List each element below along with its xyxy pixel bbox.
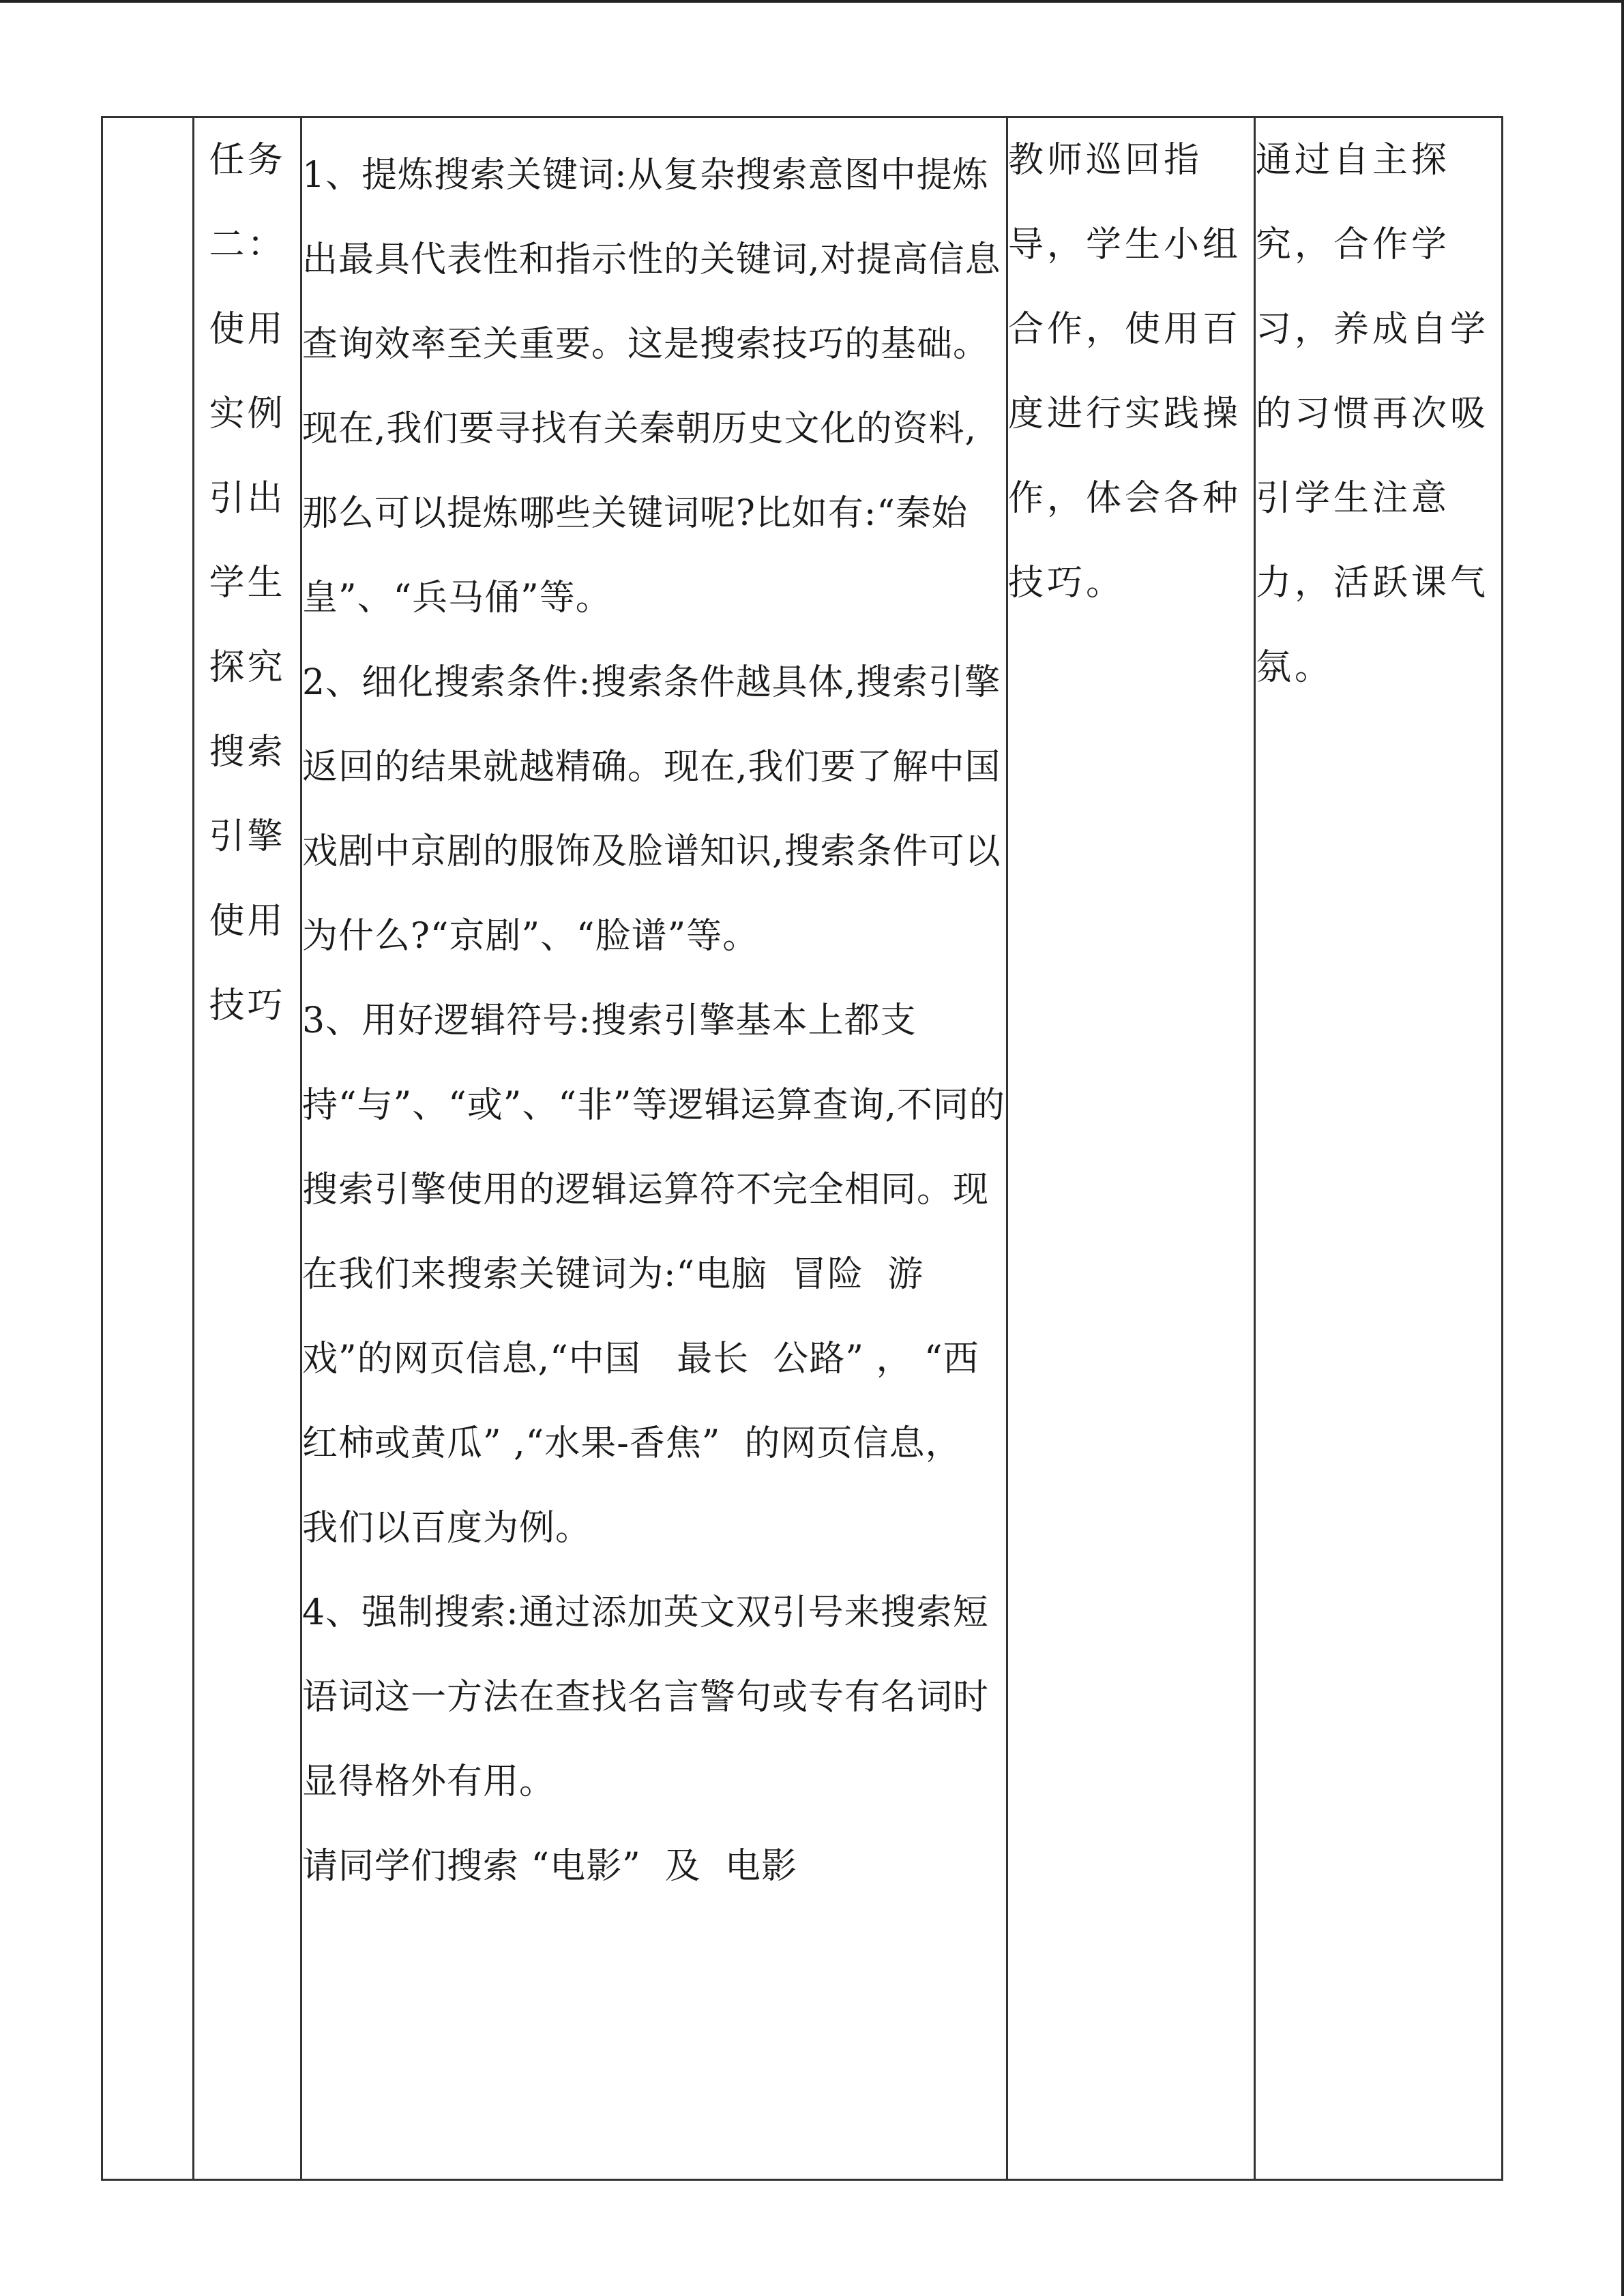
design-intent-text: 通过自主探究，合作学习，养成自学的习惯再次吸引学生注意力，活跃课气氛。 [1256, 140, 1490, 688]
lesson-plan-table [101, 116, 1503, 2181]
task-label-line: 探究 [209, 647, 286, 688]
content-paragraph-logic: 3、用好逻辑符号:搜索引擎基本上都支持“与”、“或”、“非”等逻辑运算查询,不同的搜索引擎使用的逻辑运算符不完全相同。现在我们来搜索关键词为:“电脑 冒险 游戏”的网页信息,“中国 最长 公路” ， “西红柿或黄瓜” ,“水果-香焦” 的网页信息， 我们以百度为例。 [302, 1000, 1006, 1549]
design-intent-cell [1255, 117, 1503, 2180]
table-row [102, 117, 1503, 2180]
task-label-line: 搜索 [209, 732, 286, 773]
content-paragraph-forced-search: 4、强制搜索:通过添加英文双引号来搜索短语词这一方法在查找名言警句或专有名词时显得格外有用。 [302, 1592, 990, 1802]
content-paragraph-keywords: 1、提炼搜索关键词:从复杂搜索意图中提炼出最具代表性和指示性的关键词,对提高信息查询效率至关重要。这是搜索技巧的基础。现在,我们要寻找有关秦朝历史文化的资料,那么可以提炼哪些关键词呢?比如有:“秦始皇”、“兵马俑”等。 [302, 155, 1001, 618]
task-label-line: 技巧 [209, 985, 286, 1026]
task-label-line: 任务 [209, 140, 286, 181]
content-paragraph-conditions: 2、细化搜索条件:搜索条件越具体,搜索引擎返回的结果就越精确。现在,我们要了解中国戏剧中京剧的服饰及脸谱知识,搜索条件可以为什么?“京剧”、“脸谱”等。 [302, 662, 1001, 957]
teacher-activity-cell [1007, 117, 1255, 2180]
task-label-line: 引擎 [209, 816, 286, 857]
task-label-line: 二： [209, 224, 286, 265]
task-label-line: 使用 [209, 901, 286, 942]
task-label-line: 学生 [209, 563, 286, 603]
task-cell [194, 117, 301, 2180]
task-label-line: 使用 [209, 309, 286, 350]
task-label-line: 实例 [209, 393, 286, 434]
page-right-border [1621, 0, 1624, 2296]
task-label-line: 引出 [209, 478, 286, 519]
blank-cell [102, 117, 194, 2180]
page-top-border [0, 0, 1624, 3]
content-paragraph-exercise: 请同学们搜索 “电影” 及 电影 [302, 1846, 797, 1887]
teacher-activity-text: 教师巡回指导，学生小组合作，使用百度进行实践操作，体会各种技巧。 [1008, 140, 1242, 603]
teaching-content-cell [301, 117, 1007, 2180]
